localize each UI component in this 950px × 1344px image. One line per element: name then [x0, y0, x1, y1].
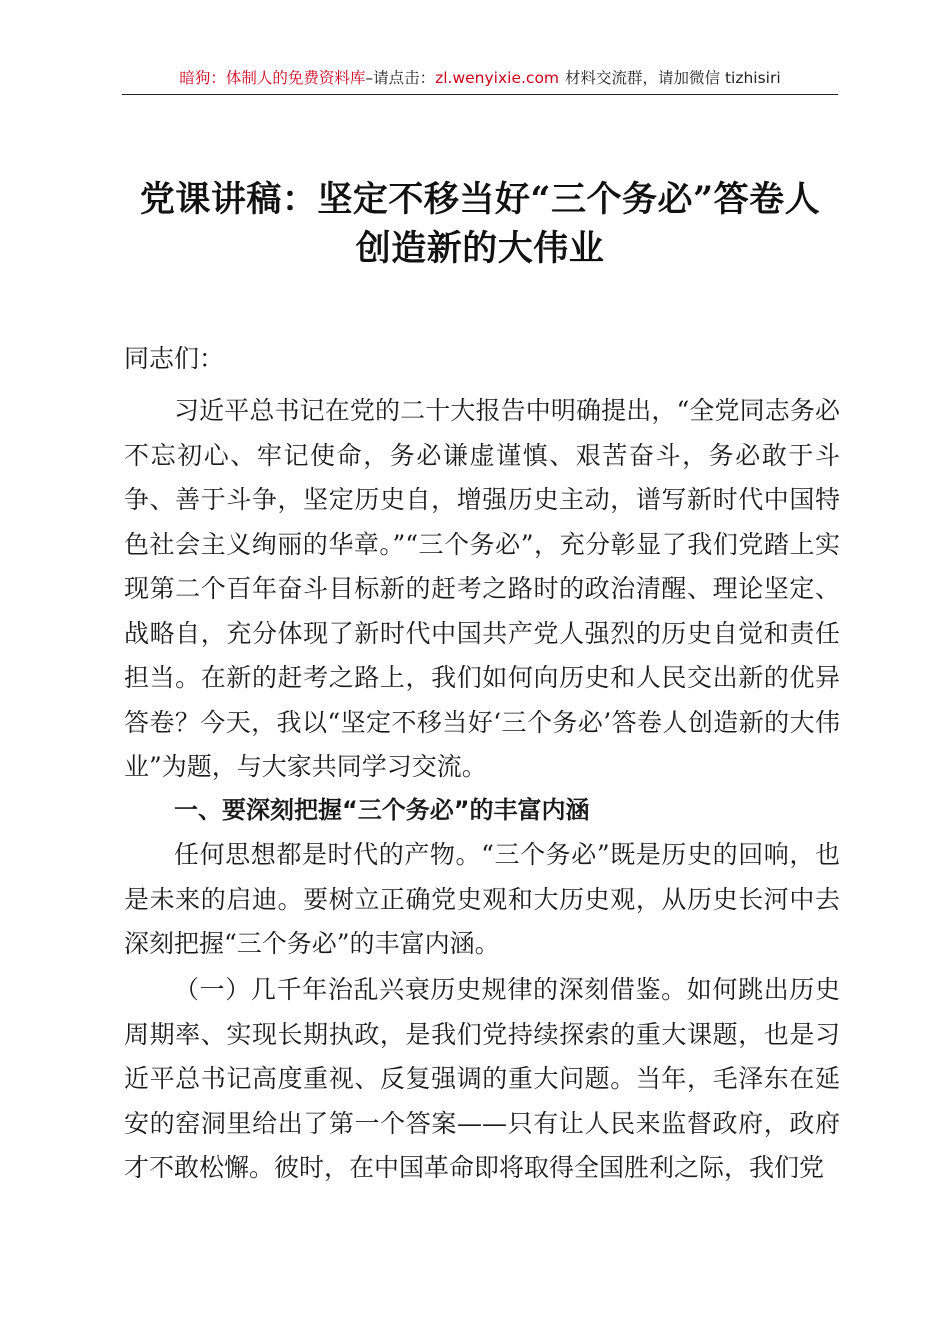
header-url-link[interactable]: zl.wenyixie.com	[435, 69, 560, 87]
document-title-line1: 党课讲稿：坚定不移当好“三个务必”答卷人	[139, 179, 821, 220]
page-header	[122, 66, 838, 95]
header-site-name: 暗狗：体制人的免费资料库	[179, 69, 366, 87]
header-contact: 材料交流群，请加微信 tizhisiri	[565, 69, 781, 87]
document-title-line2: 创造新的大伟业	[355, 228, 605, 269]
paragraph-section1-intro: 任何思想都是时代的产物。“三个务必”既是历史的回响，也是未来的启迪。要树立正确党史观和大历史观，从历史长河中去深刻把握“三个务必”的丰富内涵。	[124, 840, 840, 958]
paragraph-subsection1: （一）几千年治乱兴衰历史规律的深刻借鉴。如何跳出历史周期率、实现长期执政，是我们党持续探索的重大课题，也是习近平总书记高度重视、反复强调的重大问题。当年，毛泽东在延安的窑洞里给出了第一个答案——只有让人民来监督政府，政府才不敢松懈。彼时，在中国革命即将取得全国胜利之际，我们党	[124, 975, 840, 1182]
header-click-text: –请点击：	[365, 69, 436, 87]
section-heading-1: 一、要深刻把握“三个务必”的丰富内涵	[174, 796, 590, 824]
salutation: 同志们：	[124, 344, 225, 373]
paragraph-intro: 习近平总书记在党的二十大报告中明确提出，“全党同志务必不忘初心、牢记使命，务必谦虚谨慎、艰苦奋斗，务必敢于斗争、善于斗争，坚定历史自，增强历史主动，谱写新时代中国特色社会主义绚丽的华章。”“三个务必”，充分彰显了我们党踏上实现第二个百年奋斗目标新的赶考之路时的政治清醒、理论坚定、战略自，充分体现了新时代中国共产党人强烈的历史自觉和责任担当。在新的赶考之路上，我们如何向历史和人民交出新的优异答卷？今天，我以“坚定不移当好‘三个务必’答卷人创造新的大伟业”为题，与大家共同学习交流。	[124, 396, 840, 781]
